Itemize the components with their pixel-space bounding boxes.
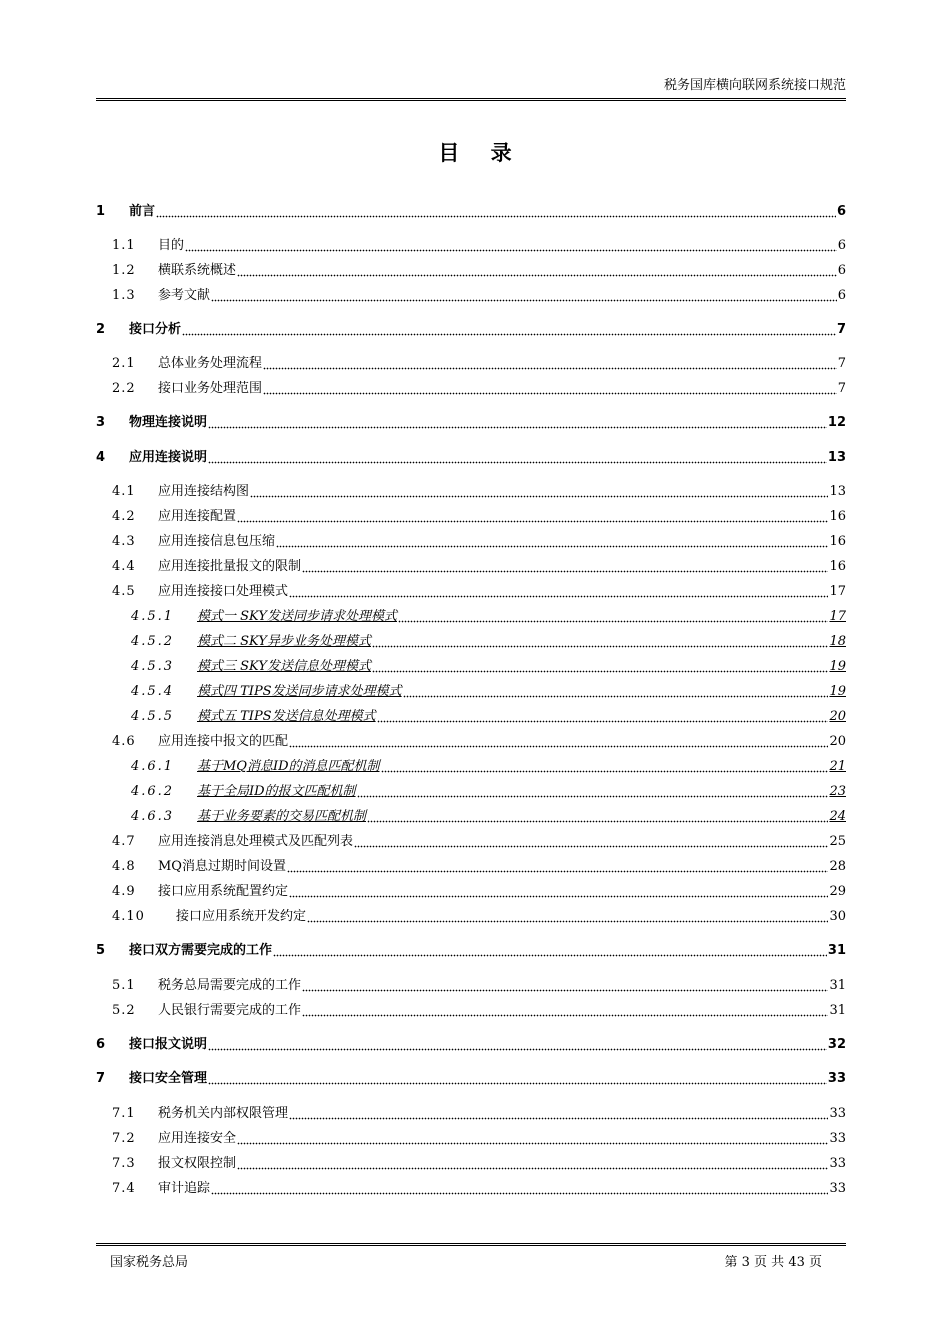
toc-entry-page: 7 xyxy=(837,381,846,396)
toc-entry-number: 7.1 xyxy=(112,1106,136,1121)
toc-entry-page: 19 xyxy=(829,684,846,699)
toc-entry-title: 接口报文说明 xyxy=(129,1037,208,1052)
toc-entry-page: 33 xyxy=(829,1181,846,1196)
toc-entry-page: 12 xyxy=(827,415,846,430)
toc-entry-number: 4.6 xyxy=(112,734,136,749)
toc-entry-title: 模式三 SKY发送信息处理模式 xyxy=(197,659,371,674)
toc-entry-level3[interactable] xyxy=(96,806,846,826)
toc-dot-leader xyxy=(237,1156,828,1170)
toc-entry-title: 模式一 SKY发送同步请求处理模式 xyxy=(197,609,397,624)
toc-entry-level3[interactable] xyxy=(96,781,846,801)
toc-dot-leader xyxy=(208,1037,827,1051)
toc-entry-title: 应用连接信息包压缩 xyxy=(158,534,276,549)
toc-entry-title: 应用连接结构图 xyxy=(158,484,250,499)
toc-entry-page: 32 xyxy=(827,1037,846,1052)
toc-dot-leader xyxy=(302,1003,828,1017)
toc-entry-title: 应用连接接口处理模式 xyxy=(158,584,289,599)
toc-entry-number: 4.6.3 xyxy=(131,809,175,824)
toc-entry-number: 4.10 xyxy=(112,909,145,924)
toc-entry-title: 接口业务处理范围 xyxy=(158,381,263,396)
toc-entry-page: 6 xyxy=(837,288,846,303)
toc-entry-page: 20 xyxy=(829,709,846,724)
toc-dot-leader xyxy=(357,784,829,798)
toc-entry-title: 目的 xyxy=(158,238,185,253)
toc-entry-page: 16 xyxy=(829,534,846,549)
toc-entry-page: 24 xyxy=(829,809,846,824)
toc-entry-level2[interactable] xyxy=(96,285,846,305)
toc-entry-number: 7.3 xyxy=(112,1156,136,1171)
toc-entry-title: 报文权限控制 xyxy=(158,1156,237,1171)
toc-entry-title: 模式二 SKY异步业务处理模式 xyxy=(197,634,371,649)
page-title: 目 录 xyxy=(438,141,524,165)
footer-organization: 国家税务总局 xyxy=(110,1255,189,1270)
toc-entry-title: 接口应用系统开发约定 xyxy=(176,909,307,924)
toc-entry-level1[interactable] xyxy=(96,940,846,960)
toc-entry-level1[interactable] xyxy=(96,447,846,467)
toc-entry-title: 税务总局需要完成的工作 xyxy=(158,978,302,993)
toc-entry-number: 4.5.3 xyxy=(131,659,175,674)
toc-entry-level1[interactable] xyxy=(96,412,846,432)
toc-entry-level2[interactable] xyxy=(96,556,846,576)
toc-entry-title: 应用连接消息处理模式及匹配列表 xyxy=(158,834,354,849)
toc-entry-title: 应用连接配置 xyxy=(158,509,237,524)
toc-entry-level2[interactable] xyxy=(96,260,846,280)
toc-entry-title: 人民银行需要完成的工作 xyxy=(158,1003,302,1018)
toc-dot-leader xyxy=(289,884,828,898)
toc-entry-page: 6 xyxy=(837,238,846,253)
toc-entry-number: 4.5.5 xyxy=(131,709,175,724)
toc-entry-page: 29 xyxy=(829,884,846,899)
toc-entry-level2[interactable] xyxy=(96,531,846,551)
toc-dot-leader xyxy=(237,1131,828,1145)
toc-entry-number: 1.2 xyxy=(112,263,136,278)
toc-entry-number: 3 xyxy=(96,415,106,430)
header-title: 税务国库横向联网系统接口规范 xyxy=(663,78,846,93)
toc-entry-number: 7.2 xyxy=(112,1131,136,1146)
toc-dot-leader xyxy=(372,634,828,648)
toc-entry-level1[interactable] xyxy=(96,1034,846,1054)
toc-entry-page: 7 xyxy=(837,356,846,371)
toc-dot-leader xyxy=(367,809,828,823)
toc-entry-title: 应用连接说明 xyxy=(129,450,208,465)
toc-entry-level2[interactable] xyxy=(96,235,846,255)
toc-dot-leader xyxy=(302,978,828,992)
toc-dot-leader xyxy=(263,381,837,395)
toc-entry-page: 7 xyxy=(836,322,846,337)
toc-entry-level2[interactable] xyxy=(96,378,846,398)
toc-dot-leader xyxy=(208,450,827,464)
toc-dot-leader xyxy=(381,759,829,773)
toc-entry-title: 基于全局ID的报文匹配机制 xyxy=(197,784,356,799)
toc-entry-number: 4.5 xyxy=(112,584,136,599)
toc-dot-leader xyxy=(250,484,828,498)
page-header xyxy=(96,78,846,101)
toc-entry-number: 4.1 xyxy=(112,484,136,499)
toc-entry-title: 基于MQ消息ID的消息匹配机制 xyxy=(197,759,380,774)
toc-entry-title: 基于业务要素的交易匹配机制 xyxy=(197,809,367,824)
toc-entry-number: 6 xyxy=(96,1037,106,1052)
toc-entry-title: 模式四 TIPS发送同步请求处理模式 xyxy=(197,684,402,699)
toc-entry-level2[interactable] xyxy=(96,506,846,526)
toc-entry-level2[interactable] xyxy=(96,856,846,876)
toc-entry-level2[interactable] xyxy=(96,906,846,926)
toc-dot-leader xyxy=(372,659,828,673)
toc-entry-page: 33 xyxy=(829,1131,846,1146)
toc-entry-title: 接口安全管理 xyxy=(129,1071,208,1086)
toc-entry-level2[interactable] xyxy=(96,881,846,901)
toc-entry-page: 31 xyxy=(827,943,846,958)
toc-entry-number: 1.1 xyxy=(112,238,136,253)
toc-entry-title: 模式五 TIPS发送信息处理模式 xyxy=(197,709,376,724)
toc-entry-level2[interactable] xyxy=(96,1103,846,1123)
toc-entry-title: 总体业务处理流程 xyxy=(158,356,263,371)
toc-entry-page: 33 xyxy=(829,1156,846,1171)
toc-entry-number: 4.2 xyxy=(112,509,136,524)
toc-entry-page: 28 xyxy=(829,859,846,874)
toc-entry-level2[interactable] xyxy=(96,975,846,995)
toc-dot-leader xyxy=(289,734,828,748)
toc-dot-leader xyxy=(273,943,827,957)
toc-entry-number: 7.4 xyxy=(112,1181,136,1196)
toc-dot-leader xyxy=(307,909,828,923)
toc-entry-number: 7 xyxy=(96,1071,106,1086)
toc-entry-number: 4.6.2 xyxy=(131,784,175,799)
toc-entry-title: 物理连接说明 xyxy=(129,415,208,430)
toc-entry-page: 13 xyxy=(827,450,846,465)
toc-dot-leader xyxy=(354,834,828,848)
toc-entry-page: 16 xyxy=(829,509,846,524)
toc-entry-number: 4.5.4 xyxy=(131,684,175,699)
toc-entry-level1[interactable] xyxy=(96,1068,846,1088)
toc-entry-level1[interactable] xyxy=(96,201,846,221)
toc-entry-number: 4.9 xyxy=(112,884,136,899)
toc-entry-number: 1.3 xyxy=(112,288,136,303)
toc-dot-leader xyxy=(237,263,837,277)
toc-entry-level1[interactable] xyxy=(96,319,846,339)
toc-entry-number: 4.7 xyxy=(112,834,136,849)
page-footer xyxy=(96,1243,846,1270)
toc-entry-page: 33 xyxy=(827,1071,846,1086)
toc-dot-leader xyxy=(302,559,828,573)
toc-dot-leader xyxy=(208,415,827,429)
toc-entry-level2[interactable] xyxy=(96,353,846,373)
toc-entry-number: 4.5.1 xyxy=(131,609,175,624)
toc-entry-page: 31 xyxy=(829,978,846,993)
toc-entry-page: 17 xyxy=(829,584,846,599)
toc-entry-number: 5 xyxy=(96,943,106,958)
toc-entry-title: 税务机关内部权限管理 xyxy=(158,1106,289,1121)
toc-dot-leader xyxy=(156,204,836,218)
toc-entry-title: 接口应用系统配置约定 xyxy=(158,884,289,899)
toc-entry-title: 应用连接安全 xyxy=(158,1131,237,1146)
toc-dot-leader xyxy=(182,322,836,336)
toc-dot-leader xyxy=(398,609,828,623)
toc-dot-leader xyxy=(276,534,828,548)
toc-entry-level2[interactable] xyxy=(96,481,846,501)
toc-entry-level3[interactable] xyxy=(96,631,846,651)
toc-entry-title: MQ消息过期时间设置 xyxy=(158,859,286,874)
toc-entry-number: 4.5.2 xyxy=(131,634,175,649)
toc-entry-page: 25 xyxy=(829,834,846,849)
toc-entry-page: 16 xyxy=(829,559,846,574)
toc-entry-page: 33 xyxy=(829,1106,846,1121)
toc-entry-title: 接口双方需要完成的工作 xyxy=(129,943,273,958)
toc-entry-number: 2.1 xyxy=(112,356,136,371)
toc-entry-title: 前言 xyxy=(129,204,156,219)
toc-dot-leader xyxy=(263,356,837,370)
toc-entry-number: 2.2 xyxy=(112,381,136,396)
toc-entry-page: 23 xyxy=(829,784,846,799)
toc-dot-leader xyxy=(211,288,837,302)
toc-dot-leader xyxy=(287,859,828,873)
toc-dot-leader xyxy=(289,1106,828,1120)
toc-entry-page: 6 xyxy=(837,263,846,278)
toc-entry-number: 2 xyxy=(96,322,106,337)
toc-entry-title: 应用连接批量报文的限制 xyxy=(158,559,302,574)
toc-entry-page: 18 xyxy=(829,634,846,649)
toc-entry-page: 21 xyxy=(829,759,846,774)
toc-entry-number: 4.3 xyxy=(112,534,136,549)
toc-entry-title: 应用连接中报文的匹配 xyxy=(158,734,289,749)
toc-dot-leader xyxy=(289,584,828,598)
toc-entry-level3[interactable] xyxy=(96,681,846,701)
toc-entry-number: 1 xyxy=(96,204,106,219)
toc-entry-level3[interactable] xyxy=(96,656,846,676)
toc-entry-number: 4 xyxy=(96,450,106,465)
toc-entry-page: 20 xyxy=(829,734,846,749)
toc-dot-leader xyxy=(208,1071,827,1085)
toc-entry-level2[interactable] xyxy=(96,1153,846,1173)
toc-dot-leader xyxy=(237,509,828,523)
toc-entry-page: 30 xyxy=(829,909,846,924)
toc-entry-page: 13 xyxy=(829,484,846,499)
toc-entry-level2[interactable] xyxy=(96,581,846,601)
toc-entry-level2[interactable] xyxy=(96,1178,846,1198)
toc-entry-level2[interactable] xyxy=(96,1128,846,1148)
toc-entry-number: 5.1 xyxy=(112,978,136,993)
toc-entry-title: 横联系统概述 xyxy=(158,263,237,278)
toc-dot-leader xyxy=(403,684,829,698)
toc-entry-page: 6 xyxy=(836,204,846,219)
toc-entry-title: 参考文献 xyxy=(158,288,211,303)
toc-entry-level3[interactable] xyxy=(96,756,846,776)
footer-page-number: 第 3 页 共 43 页 xyxy=(724,1255,822,1270)
toc-entry-page: 17 xyxy=(829,609,846,624)
toc-entry-level2[interactable] xyxy=(96,1000,846,1020)
toc-entry-level3[interactable] xyxy=(96,606,846,626)
toc-entry-number: 4.6.1 xyxy=(131,759,175,774)
toc-entry-title: 审计追踪 xyxy=(158,1181,211,1196)
toc-entry-level2[interactable] xyxy=(96,831,846,851)
toc-entry-page: 31 xyxy=(829,1003,846,1018)
toc-entry-level2[interactable] xyxy=(96,731,846,751)
toc-dot-leader xyxy=(211,1181,828,1195)
toc-entry-title: 接口分析 xyxy=(129,322,182,337)
toc-entry-level3[interactable] xyxy=(96,706,846,726)
toc-entry-number: 4.8 xyxy=(112,859,136,874)
toc-dot-leader xyxy=(377,709,829,723)
toc-entry-page: 19 xyxy=(829,659,846,674)
toc-entry-number: 4.4 xyxy=(112,559,136,574)
toc-entry-number: 5.2 xyxy=(112,1003,136,1018)
toc-dot-leader xyxy=(185,238,837,252)
